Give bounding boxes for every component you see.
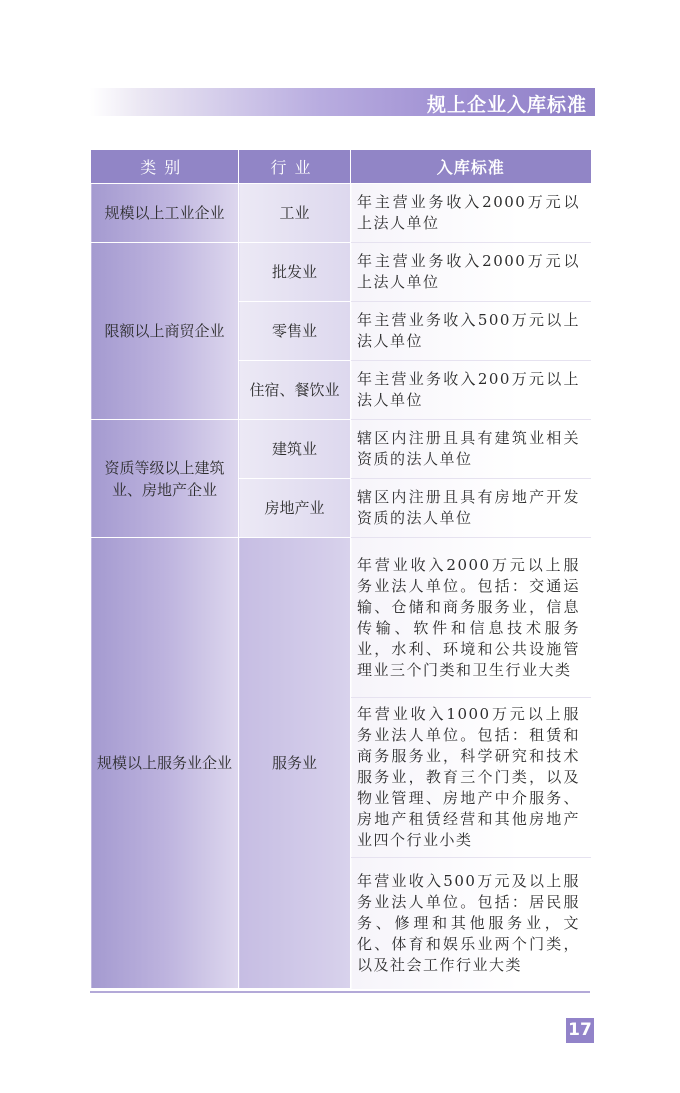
header-standard: 入库标准 — [351, 150, 591, 184]
header-industry: 行业 — [239, 150, 351, 184]
page-number: 17 — [566, 1018, 594, 1043]
standard-cell: 年营业收入2000万元以上服务业法人单位。包括：交通运输、仓储和商务服务业，信息传输、软件和信息技术服务业，水利、环境和公共设施管理业三个门类和卫生行业大类 — [351, 538, 591, 698]
table-header-row — [91, 150, 591, 184]
page-title: 规上企业入库标准 — [426, 94, 587, 116]
category-cell: 规模以上服务业企业 — [91, 538, 239, 989]
table-bottom-rule — [90, 991, 590, 993]
table-row — [91, 243, 591, 302]
header-banner — [90, 88, 595, 116]
industry-cell: 服务业 — [239, 538, 351, 989]
standard-cell: 年主营业务收入200万元以上法人单位 — [351, 361, 591, 420]
standard-cell: 年营业收入1000万元以上服务业法人单位。包括：租赁和商务服务业，科学研究和技术服务业，教育三个门类，以及物业管理、房地产中介服务、房地产租赁经营和其他房地产业四个行业小类 — [351, 698, 591, 858]
standard-cell: 年主营业务收入500万元以上法人单位 — [351, 302, 591, 361]
header-category: 类别 — [91, 150, 239, 184]
standard-cell: 年营业收入500万元及以上服务业法人单位。包括：居民服务、修理和其他服务业，文化、体育和娱乐业两个门类，以及社会工作行业大类 — [351, 858, 591, 989]
standard-cell: 辖区内注册且具有建筑业相关资质的法人单位 — [351, 420, 591, 479]
table-row — [91, 184, 591, 243]
standard-cell: 年主营业务收入2000万元以上法人单位 — [351, 243, 591, 302]
industry-cell: 批发业 — [239, 243, 351, 302]
category-cell: 资质等级以上建筑业、房地产企业 — [91, 420, 239, 538]
category-cell: 规模以上工业企业 — [91, 184, 239, 243]
standard-cell: 年主营业务收入2000万元以上法人单位 — [351, 184, 591, 243]
standard-cell: 辖区内注册且具有房地产开发资质的法人单位 — [351, 479, 591, 538]
industry-cell: 工业 — [239, 184, 351, 243]
table-row — [91, 538, 591, 698]
table-row — [91, 420, 591, 479]
industry-cell: 建筑业 — [239, 420, 351, 479]
category-cell: 限额以上商贸企业 — [91, 243, 239, 420]
industry-cell: 房地产业 — [239, 479, 351, 538]
industry-cell: 住宿、餐饮业 — [239, 361, 351, 420]
industry-cell: 零售业 — [239, 302, 351, 361]
standards-table — [90, 150, 591, 989]
